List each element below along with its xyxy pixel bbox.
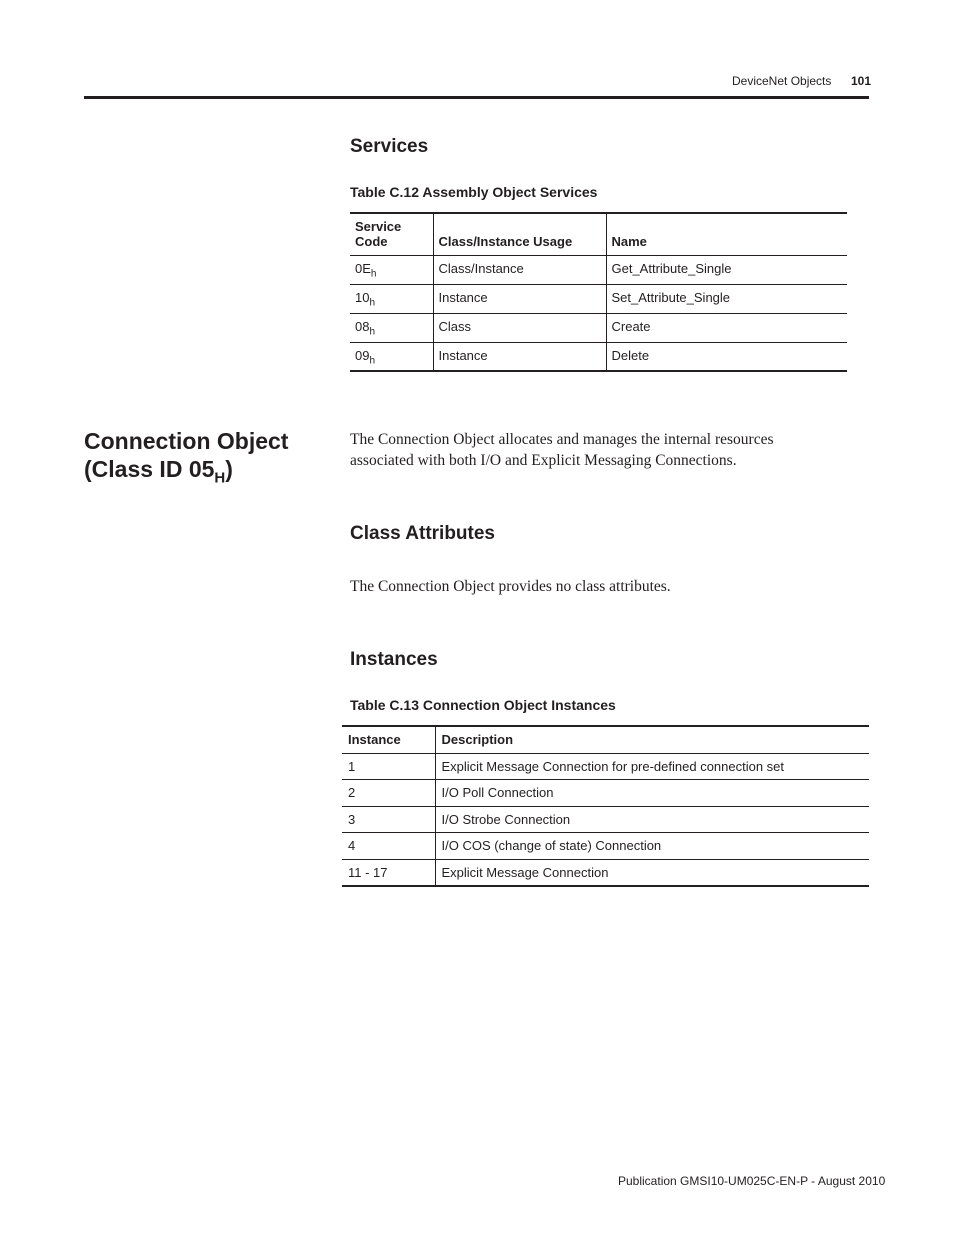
usage-cell: Class/Instance (433, 255, 606, 284)
table-row (342, 859, 869, 886)
table-row (350, 255, 847, 284)
class-attributes-heading: Class Attributes (350, 523, 495, 544)
instance-cell: 2 (342, 780, 435, 807)
table-c13-caption: Table C.13 Connection Object Instances (350, 697, 616, 713)
description-cell: I/O COS (change of state) Connection (435, 833, 869, 860)
name-cell: Delete (606, 342, 847, 371)
col-description: Description (435, 726, 869, 753)
col-service-code: Service Code (355, 218, 402, 249)
page-number: 101 (851, 74, 872, 88)
col-usage: Class/Instance Usage (433, 213, 606, 255)
table-row (342, 833, 869, 860)
table-row (342, 753, 869, 780)
table-row (342, 780, 869, 807)
usage-cell: Instance (433, 284, 606, 313)
publication-footer: Publication GMSI10-UM025C-EN-P - August 2010 (618, 1174, 886, 1188)
description-cell: I/O Poll Connection (435, 780, 869, 807)
table-row (350, 342, 847, 371)
name-cell: Get_Attribute_Single (606, 255, 847, 284)
table-header-row (350, 213, 847, 255)
connection-object-heading: Connection Object (Class ID $05_H$) (84, 428, 289, 487)
table-c12-caption: Table C.12 Assembly Object Services (350, 184, 598, 200)
usage-cell: Instance (433, 342, 606, 371)
usage-cell: Class (433, 313, 606, 342)
instances-heading: Instances (350, 649, 438, 670)
assembly-services-table (350, 212, 847, 372)
service-code-cell: $08_h$ (350, 313, 433, 342)
header-rule (84, 96, 869, 99)
connection-instances-table (342, 725, 869, 887)
connection-object-intro: The Connection Object allocates and manages the internal resources associated with both I/O and Explicit Messaging Connections. (350, 431, 774, 469)
table-row (350, 284, 847, 313)
col-instance: Instance (348, 732, 401, 748)
class-attributes-text: The Connection Object provides no class attributes. (350, 578, 671, 595)
instance-cell: 4 (342, 833, 435, 860)
description-cell: Explicit Message Connection (435, 859, 869, 886)
service-code-cell: $0E_h$ (350, 255, 433, 284)
running-header-title: DeviceNet Objects (732, 74, 832, 88)
description-cell: Explicit Message Connection for pre-defined connection set (435, 753, 869, 780)
table-row (350, 313, 847, 342)
service-code-cell: $09_h$ (350, 342, 433, 371)
instance-cell: 3 (342, 806, 435, 833)
name-cell: Create (606, 313, 847, 342)
description-cell: I/O Strobe Connection (435, 806, 869, 833)
table-row (342, 806, 869, 833)
instance-cell: 1 (342, 753, 435, 780)
service-code-cell: $10_h$ (350, 284, 433, 313)
services-heading: Services (350, 136, 429, 157)
instance-cell: 11 - 17 (342, 859, 435, 886)
name-cell: Set_Attribute_Single (606, 284, 847, 313)
table-header-row (342, 726, 869, 753)
col-name: Name (606, 213, 847, 255)
